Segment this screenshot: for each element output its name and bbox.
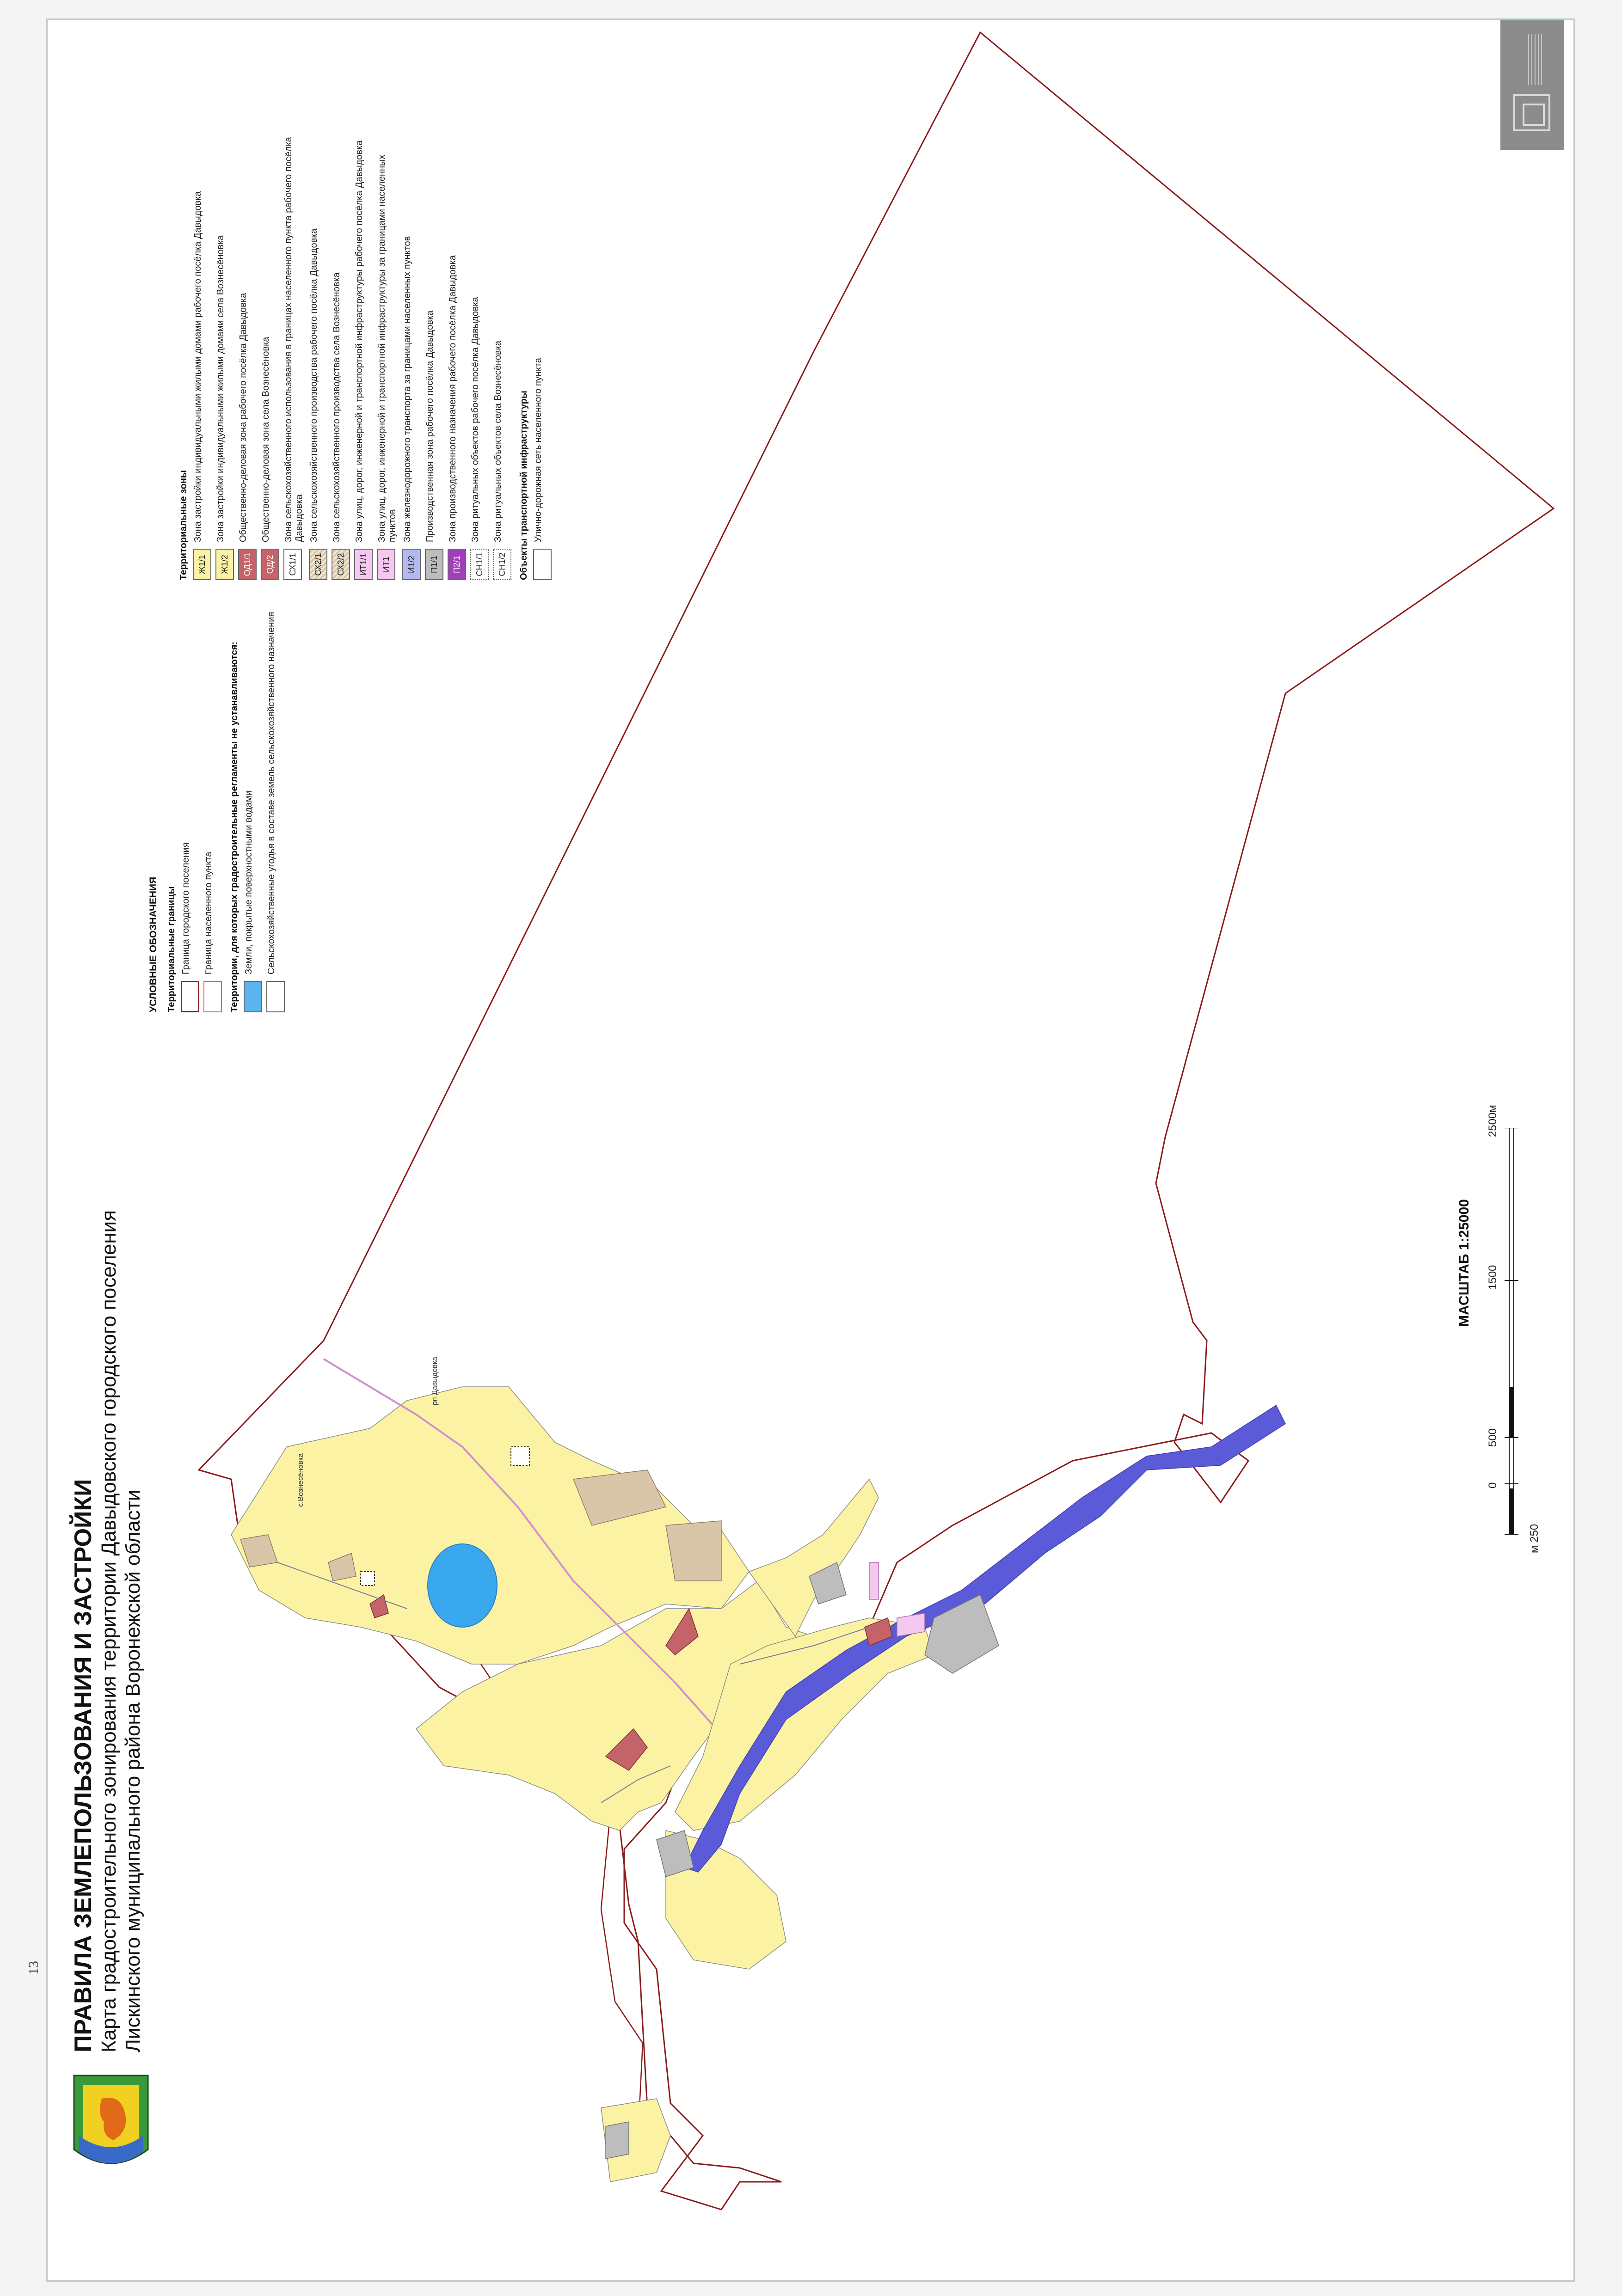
legend-swatch-settlement-boundary: [203, 981, 222, 1012]
legend-row: [332, 72, 350, 580]
legend-row: [266, 550, 285, 1012]
legend-label: Зона ритуальных объектов рабочего посёлка Давыдовка: [470, 297, 480, 542]
infrastructure-zone-1: [869, 1562, 879, 1599]
legend-label: Зона улиц, дорог, инженерной и транспортной инфраструктуры рабочего посёлка Давыдовка: [354, 140, 364, 542]
legend-row: [238, 72, 257, 580]
legend-swatch-water: [244, 981, 262, 1012]
legend-row: [181, 550, 199, 1012]
legend-swatch-code: П1/1: [425, 549, 443, 580]
page-title: ПРАВИЛА ЗЕМЛЕПОЛЬЗОВАНИЯ И ЗАСТРОЙКИ: [70, 1479, 97, 2052]
legend-zones-heading: Территориальные зоны: [178, 470, 189, 580]
legend-row: [203, 550, 222, 1012]
legend-swatch-code: Ж1/2: [215, 549, 234, 580]
legend-row: [261, 72, 279, 580]
legend-no-regs-heading: Территории, для которых градостроительные регламенты не устанавливаются:: [229, 641, 240, 1012]
legend-label: Граница городского поселения: [181, 842, 191, 974]
stamp-lines: [1528, 34, 1542, 85]
legend-label: Общественно-деловая зона села Вознесёновка: [261, 337, 271, 542]
legend-row: [283, 72, 305, 580]
scale-bar: [1498, 1128, 1526, 1535]
legend-label: Зона застройки индивидуальными жилыми домами села Вознесёновка: [215, 235, 226, 542]
legend-swatch-district-boundary: [181, 981, 199, 1012]
scale-tick-0: 0: [1487, 1482, 1499, 1488]
legend-swatch-farmland: [266, 981, 285, 1012]
coat-of-arms: [69, 2071, 153, 2177]
legend-swatch-code: П2/1: [448, 549, 466, 580]
legend-label: Зона железнодорожного транспорта за границами населенных пунктов: [402, 236, 412, 542]
legend-swatch-code: СН1/2: [493, 549, 511, 580]
cemetery-zone-2: [361, 1572, 375, 1586]
legend-label: Граница населенного пункта: [203, 851, 214, 974]
agri-zone-2: [666, 1521, 721, 1581]
legend-swatch-code: СХ1/1: [283, 549, 302, 580]
stamp-logo-icon: [1513, 94, 1550, 131]
legend-swatch-code: И1/2: [402, 549, 421, 580]
scale-tick-1500: 1500: [1487, 1265, 1499, 1290]
legend-swatch-code: СН1/1: [470, 549, 489, 580]
legend-zones: [171, 72, 556, 580]
legend-transport-heading: Объекты транспортной инфраструктуры: [519, 391, 529, 580]
legend-label: Зона сельскохозяйственного производства рабочего посёлка Давыдовка: [309, 228, 319, 542]
scale-tick-500: 500: [1487, 1428, 1499, 1447]
legend-swatch-code: Ж1/1: [193, 549, 211, 580]
legend-label: Улично-дорожная сеть населенного пункта: [533, 358, 543, 542]
industrial-zone-4: [606, 2122, 629, 2159]
legend-label: Зона сельскохозяйственного использования в границах населенного пункта рабочего посёлка Давыдовка: [283, 137, 304, 542]
legend-swatch-code: СХ2/2: [332, 549, 350, 580]
legend-label: Зона застройки индивидуальными жилыми домами рабочего посёлка Давыдовка: [193, 191, 203, 542]
legend-row: [533, 72, 552, 580]
legend-row: [193, 72, 211, 580]
legend-label: Зона ритуальных объектов села Вознесёновка: [493, 341, 503, 542]
legend-row: [377, 72, 398, 580]
legend-swatch-code: ИТ1/1: [354, 549, 373, 580]
legend-swatch-code: ИТ1: [377, 549, 395, 580]
legend-row: [493, 72, 511, 580]
legend-heading: УСЛОВНЫЕ ОБОЗНАЧЕНИЯ: [148, 876, 159, 1012]
scale-tick-2500: 2500м: [1487, 1105, 1499, 1137]
title-line-1: Карта градостроительного зонирования территории Давыдовского городского поселения: [98, 1210, 120, 2052]
legend-swatch-road-network: [533, 549, 552, 580]
legend-row: [448, 72, 466, 580]
legend-boundaries-heading: Территориальные границы: [166, 886, 177, 1012]
legend-label: Земли, покрытые поверхностными водами: [244, 790, 254, 974]
lake: [428, 1544, 497, 1627]
legend-row: [470, 72, 489, 580]
map-label-davydovka: рп Давыдовка: [431, 1357, 439, 1405]
page-number: 13: [26, 1961, 41, 1975]
scale-unit-left: м 250: [1528, 1524, 1541, 1553]
legend-row: [244, 550, 262, 1012]
legend-swatch-code: ОД/2: [261, 549, 279, 580]
legend-label: Зона сельскохозяйственного производства села Вознесёновка: [332, 272, 342, 542]
legend-row: [425, 72, 443, 580]
legend-row: [354, 72, 373, 580]
legend-row: [309, 72, 327, 580]
legend-row: [215, 72, 234, 580]
legend-swatch-code: СХ2/1: [309, 549, 327, 580]
legend-boundaries: [148, 550, 289, 1012]
legend-label: Производственная зона рабочего посёлка Давыдовка: [425, 310, 435, 542]
title-block: [69, 1210, 145, 2052]
legend-label: Общественно-деловая зона рабочего посёлка Давыдовка: [238, 293, 248, 542]
document-stamp: [1500, 18, 1564, 150]
legend-label: Зона производственного назначения рабочего посёлка Давыдовка: [448, 255, 458, 542]
legend-label: Зона улиц, дорог, инженерной и транспортной инфраструктуры за границами населенных пунктов: [377, 154, 398, 542]
legend-label: Сельскохозяйственные угодья в составе земель сельскохозяйственного назначения: [266, 612, 276, 974]
map-label-voznesenovka: с.Вознесёновка: [297, 1453, 305, 1507]
legend-row: [402, 72, 421, 580]
title-line-2: Лискинского муниципального района Воронежской области: [122, 1489, 144, 2052]
cemetery-zone-1: [511, 1447, 529, 1465]
scale-title: МАСШТАБ 1:25000: [1456, 1199, 1472, 1327]
legend-swatch-code: ОД1/1: [238, 549, 257, 580]
